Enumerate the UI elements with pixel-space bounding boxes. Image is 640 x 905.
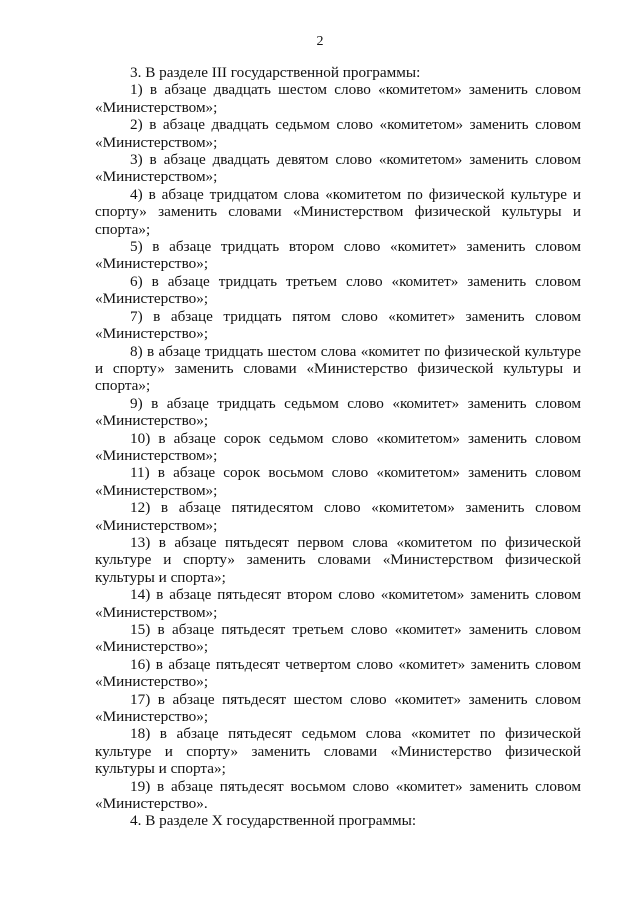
section-heading: 4. В разделе X государственной программы: — [130, 812, 417, 830]
document-body — [95, 64, 581, 830]
list-item: 4) в абзаце тридцатом слова «комитетом по физической культуре и спорту» заменить словами «Министерством физической культуры и спорта»; — [95, 185, 581, 238]
list-item: 11) в абзаце сорок восьмом слово «комитетом» заменить словом «Министерством»; — [95, 464, 581, 499]
list-item: 5) в абзаце тридцать втором слово «комитет» заменить словом «Министерство»; — [95, 238, 581, 273]
list-item: 19) в абзаце пятьдесят восьмом слово «комитет» заменить словом «Министерство». — [95, 777, 581, 813]
list-item: 15) в абзаце пятьдесят третьем слово «комитет» заменить словом «Министерство»; — [95, 621, 581, 656]
list-item: 2) в абзаце двадцать седьмом слово «комитетом» заменить словом «Министерством»; — [95, 116, 581, 151]
list-item: 10) в абзаце сорок седьмом слово «комитетом» заменить словом «Министерством»; — [95, 429, 581, 464]
list-item: 8) в абзаце тридцать шестом слова «комитет по физической культуре и спорту» заменить словами «Министерство физической культуры и спорта»; — [95, 342, 581, 395]
list-item: 13) в абзаце пятьдесят первом слова «комитетом по физической культуре и спорту» заменить словами «Министерством физической культуры и спорта»; — [95, 533, 581, 586]
list-item: 7) в абзаце тридцать пятом слово «комитет» заменить словом «Министерство»; — [95, 307, 581, 343]
list-item: 16) в абзаце пятьдесят четвертом слово «комитет» заменить словом «Министерство»; — [95, 655, 581, 691]
list-item: 12) в абзаце пятидесятом слово «комитетом» заменить словом «Министерством»; — [95, 499, 581, 534]
list-item: 18) в абзаце пятьдесят седьмом слова «комитет по физической культуре и спорту» заменить словами «Министерство физической культуры и спорта»; — [95, 725, 581, 778]
list-item: 6) в абзаце тридцать третьем слово «комитет» заменить словом «Министерство»; — [95, 272, 581, 308]
list-item: 1) в абзаце двадцать шестом слово «комитетом» заменить словом «Министерством»; — [95, 81, 581, 116]
list-item: 17) в абзаце пятьдесят шестом слово «комитет» заменить словом «Министерство»; — [95, 690, 581, 726]
list-item: 14) в абзаце пятьдесят втором слово «комитетом» заменить словом «Министерством»; — [95, 586, 581, 621]
list-item: 9) в абзаце тридцать седьмом слово «комитет» заменить словом «Министерство»; — [95, 394, 581, 430]
page-number: 2 — [316, 34, 324, 49]
section-heading: 3. В разделе III государственной программы: — [130, 64, 421, 81]
list-item: 3) в абзаце двадцать девятом слово «комитетом» заменить словом «Министерством»; — [95, 151, 581, 186]
